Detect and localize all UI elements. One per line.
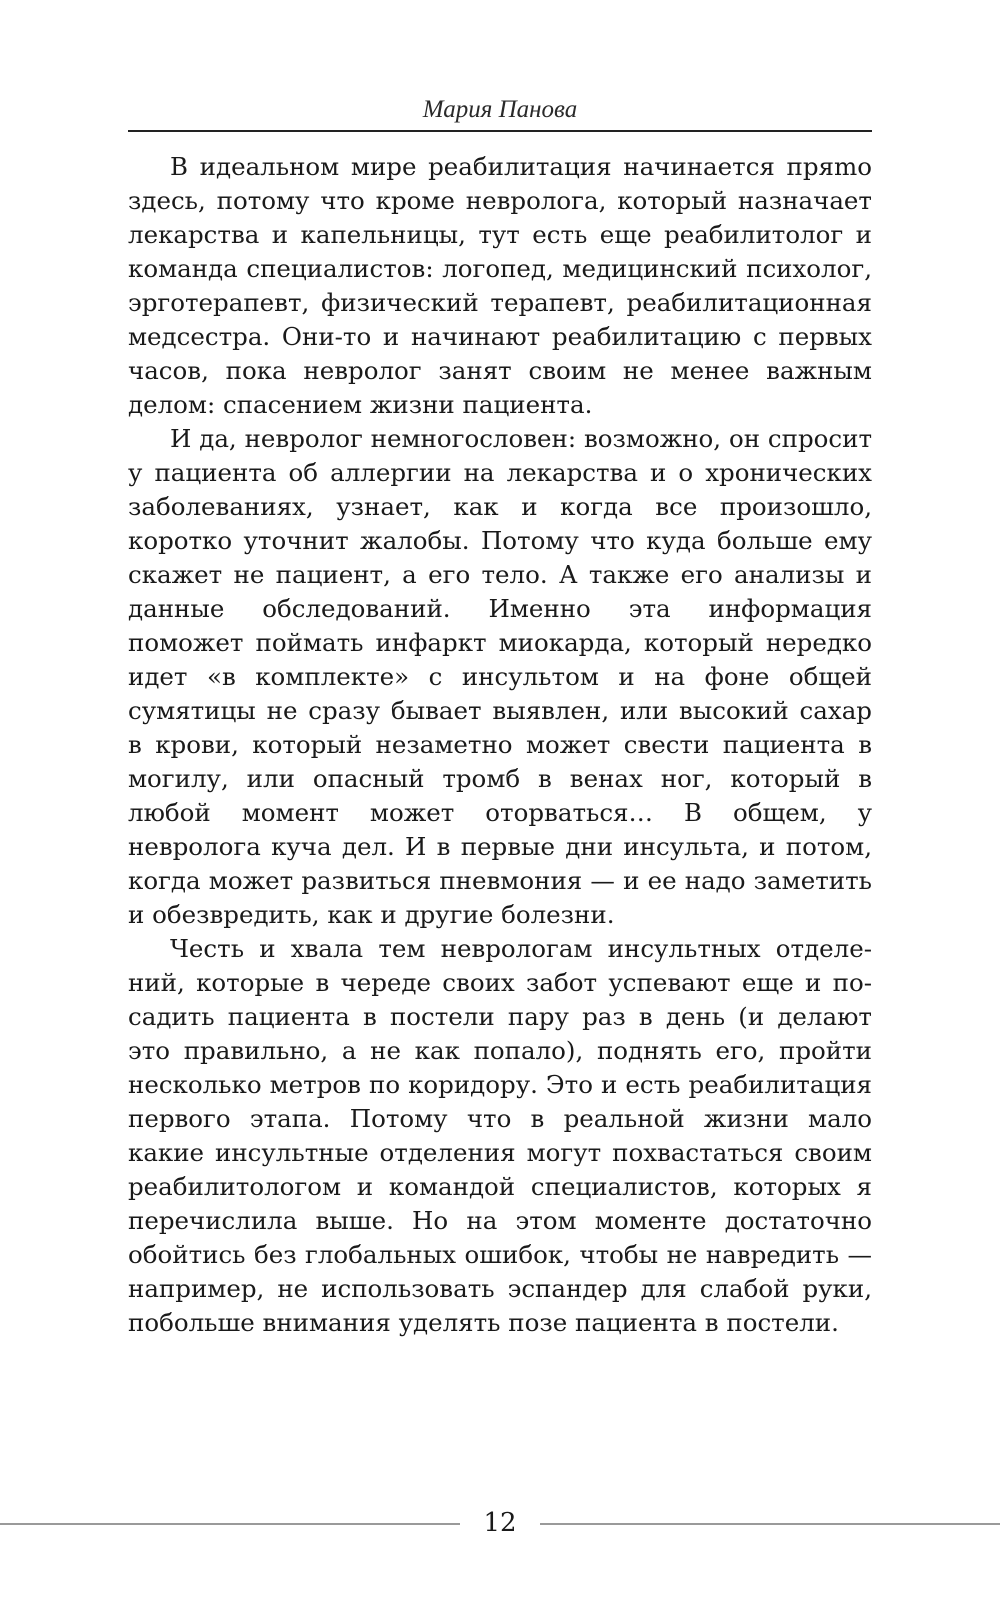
body-text (128, 150, 872, 1340)
header-rule (128, 130, 872, 132)
running-head-author: Мария Панова (422, 96, 578, 123)
footer-rule-left (0, 1523, 460, 1525)
paragraph: Честь и хвала тем неврологам инсультных отделений, которые в череде своих забот успевают еще и посадить пациента в постели пару раз в день (и делают это правильно, а не как попало), поднять его, пройти несколько метров по коридору. Это и есть реабилитация первого этапа. Потому что в реальной жизни мало какие инсультные отделения могут похвастаться своим реабилитологом и командой специалистов, которых я перечислила выше. Но на этом моменте достаточно обойтись без глобальных ошибок, чтобы не навредить — например, не использовать эспандер для слабой руки, побольше внимания уделять позе пациента в постели. (128, 934, 872, 1337)
footer-rule-right (540, 1523, 1000, 1525)
paragraph: И да, невролог немногословен: возможно, он спросит у пациента об аллергии на лекарства и о хронических заболеваниях, узнает, как и когда все произошло, коротко уточнит жалобы. Потому что куда больше ему скажет не пациент, а его тело. А также его анализы и данные обследований. Именно эта информация поможет поймать инфаркт миокарда, который нередко идет «в комплекте» с инсультом и на фоне общей сумятицы не сразу бывает выявлен, или высокий сахар в крови, который незаметно может свести пациента в могилу, или опасный тромб в венах ног, который в любой момент может оторваться… В общем, у невролога куча дел. И в первые дни инсульта, и потом, когда может развиться пневмония — и ее надо заметить и обезвредить, как и другие болезни. (128, 424, 872, 929)
paragraph: В идеальном мире реабилитация начинается пряmo здесь, потому что кроме невролога, который назначает лекарства и капельницы, тут есть еще реабилитолог и команда специалистов: логопед, медицинский психолог, эрготерапевт, физический терапевт, реабилитационная медсестра. Они-то и начинают реабилитацию с первых часов, пока невролог занят своим не менее важным делом: спасением жизни пациента. (128, 152, 872, 419)
page-number: 12 (483, 1508, 517, 1538)
page-footer (0, 1503, 1000, 1543)
